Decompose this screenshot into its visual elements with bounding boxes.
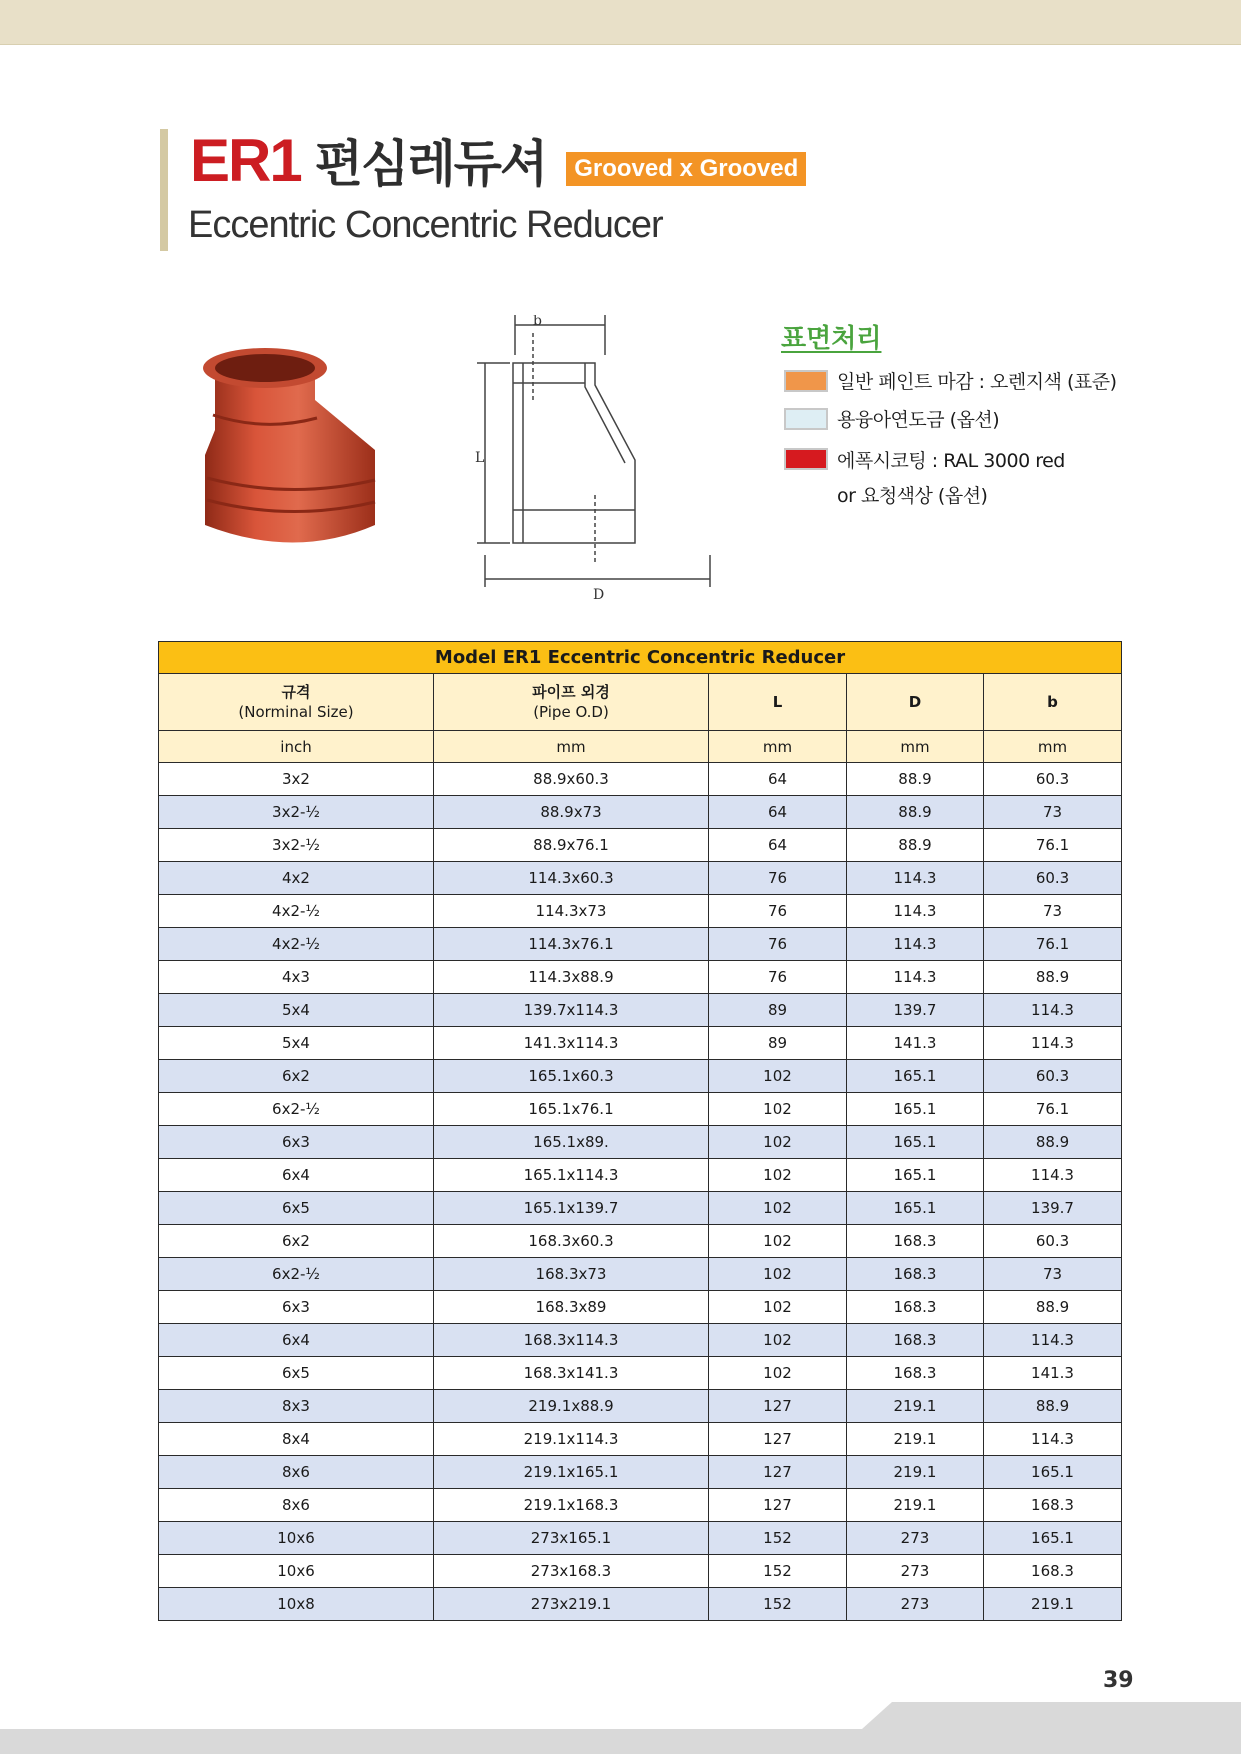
table-row: [159, 1291, 1122, 1324]
table-cell: 139.7: [984, 1192, 1122, 1225]
table-cell: 165.1x114.3: [434, 1159, 709, 1192]
table-cell: 8x6: [159, 1489, 434, 1522]
english-product-name: Eccentric Concentric Reducer: [188, 204, 663, 246]
table-cell: 6x5: [159, 1192, 434, 1225]
table-cell: 73: [984, 1258, 1122, 1291]
unit-cell: mm: [847, 731, 984, 763]
table-cell: 88.9: [984, 1390, 1122, 1423]
table-cell: 60.3: [984, 1225, 1122, 1258]
table-row: [159, 1159, 1122, 1192]
table-cell: 6x2: [159, 1060, 434, 1093]
unit-cell: mm: [434, 731, 709, 763]
table-cell: 88.9x60.3: [434, 763, 709, 796]
table-cell: 102: [709, 1225, 847, 1258]
orange-paint-swatch: [784, 370, 828, 392]
table-cell: 165.1: [847, 1126, 984, 1159]
table-cell: 219.1: [847, 1456, 984, 1489]
table-cell: 3x2-½: [159, 796, 434, 829]
table-cell: 60.3: [984, 763, 1122, 796]
table-cell: 60.3: [984, 862, 1122, 895]
table-cell: 10x8: [159, 1588, 434, 1621]
table-cell: 168.3: [984, 1555, 1122, 1588]
table-cell: 88.9x73: [434, 796, 709, 829]
table-cell: 165.1x60.3: [434, 1060, 709, 1093]
table-cell: 152: [709, 1522, 847, 1555]
table-cell: 273x165.1: [434, 1522, 709, 1555]
table-cell: 114.3: [984, 1324, 1122, 1357]
table-cell: 6x3: [159, 1291, 434, 1324]
table-cell: 114.3x76.1: [434, 928, 709, 961]
table-row: [159, 1357, 1122, 1390]
table-caption: Model ER1 Eccentric Concentric Reducer: [159, 642, 1122, 674]
table-cell: 6x5: [159, 1357, 434, 1390]
table-cell: 165.1x89.: [434, 1126, 709, 1159]
table-cell: 168.3: [847, 1291, 984, 1324]
table-cell: 273x219.1: [434, 1588, 709, 1621]
table-cell: 5x4: [159, 1027, 434, 1060]
table-cell: 88.9: [984, 1126, 1122, 1159]
table-cell: 6x2-½: [159, 1093, 434, 1126]
spec-table: [158, 641, 1122, 1621]
table-cell: 168.3: [847, 1357, 984, 1390]
unit-cell: mm: [709, 731, 847, 763]
table-cell: 141.3: [847, 1027, 984, 1060]
table-row: [159, 1225, 1122, 1258]
surface-item-continued: or 요청색상 (옵션): [837, 485, 988, 507]
table-cell: 88.9: [847, 829, 984, 862]
table-cell: 127: [709, 1489, 847, 1522]
table-cell: 114.3: [847, 862, 984, 895]
table-cell: 165.1x76.1: [434, 1093, 709, 1126]
footer-bar: [0, 1729, 1241, 1754]
table-cell: 152: [709, 1555, 847, 1588]
header-l: L: [709, 674, 847, 731]
table-row: [159, 1588, 1122, 1621]
table-cell: 168.3: [847, 1225, 984, 1258]
table-cell: 6x4: [159, 1159, 434, 1192]
table-cell: 219.1: [847, 1489, 984, 1522]
unit-cell: mm: [984, 731, 1122, 763]
table-cell: 76: [709, 928, 847, 961]
table-cell: 102: [709, 1291, 847, 1324]
model-code: ER1: [190, 126, 301, 194]
dimension-drawing: [475, 315, 725, 605]
table-cell: 165.1: [847, 1192, 984, 1225]
table-cell: 165.1: [847, 1060, 984, 1093]
header-nominal-size: 규격 (Norminal Size): [159, 674, 434, 731]
table-cell: 114.3: [984, 1423, 1122, 1456]
connection-type-badge: Grooved x Grooved: [566, 152, 806, 186]
table-cell: 168.3x73: [434, 1258, 709, 1291]
unit-cell: inch: [159, 731, 434, 763]
table-cell: 76: [709, 961, 847, 994]
table-row: [159, 1126, 1122, 1159]
table-cell: 114.3x73: [434, 895, 709, 928]
table-row: [159, 796, 1122, 829]
table-row: [159, 961, 1122, 994]
table-cell: 219.1: [847, 1390, 984, 1423]
table-cell: 3x2-½: [159, 829, 434, 862]
title-accent-bar: [160, 129, 168, 251]
table-cell: 141.3: [984, 1357, 1122, 1390]
table-cell: 273x168.3: [434, 1555, 709, 1588]
table-cell: 168.3x89: [434, 1291, 709, 1324]
table-row: [159, 1258, 1122, 1291]
table-row: [159, 928, 1122, 961]
table-cell: 127: [709, 1423, 847, 1456]
table-cell: 88.9: [984, 961, 1122, 994]
table-cell: 102: [709, 1258, 847, 1291]
table-cell: 219.1x88.9: [434, 1390, 709, 1423]
surface-item: 일반 페인트 마감 : 오렌지색 (표준): [837, 371, 1117, 393]
table-row: [159, 1456, 1122, 1489]
table-cell: 64: [709, 796, 847, 829]
table-cell: 88.9: [847, 763, 984, 796]
table-cell: 88.9: [984, 1291, 1122, 1324]
table-row: [159, 1027, 1122, 1060]
table-cell: 76: [709, 862, 847, 895]
table-cell: 76.1: [984, 829, 1122, 862]
table-cell: 76: [709, 895, 847, 928]
table-cell: 273: [847, 1522, 984, 1555]
table-cell: 102: [709, 1060, 847, 1093]
table-cell: 219.1: [847, 1423, 984, 1456]
table-cell: 76.1: [984, 928, 1122, 961]
korean-product-name: 편심레듀셔: [314, 135, 547, 193]
table-cell: 6x2: [159, 1225, 434, 1258]
table-cell: 165.1: [984, 1456, 1122, 1489]
table-cell: 6x4: [159, 1324, 434, 1357]
table-cell: 114.3x60.3: [434, 862, 709, 895]
table-cell: 8x6: [159, 1456, 434, 1489]
table-row: [159, 1324, 1122, 1357]
table-cell: 10x6: [159, 1555, 434, 1588]
top-band: [0, 0, 1241, 45]
table-cell: 168.3x114.3: [434, 1324, 709, 1357]
table-cell: 114.3: [984, 994, 1122, 1027]
table-cell: 102: [709, 1159, 847, 1192]
table-cell: 114.3: [847, 961, 984, 994]
table-cell: 168.3: [847, 1324, 984, 1357]
table-cell: 102: [709, 1093, 847, 1126]
table-cell: 165.1: [847, 1159, 984, 1192]
table-cell: 139.7x114.3: [434, 994, 709, 1027]
table-cell: 102: [709, 1324, 847, 1357]
table-cell: 73: [984, 796, 1122, 829]
table-cell: 168.3: [847, 1258, 984, 1291]
table-row: [159, 862, 1122, 895]
table-cell: 6x3: [159, 1126, 434, 1159]
table-cell: 6x2-½: [159, 1258, 434, 1291]
header-pipe-od: 파이프 외경 (Pipe O.D): [434, 674, 709, 731]
page-number: 39: [1103, 1668, 1134, 1693]
table-cell: 219.1x168.3: [434, 1489, 709, 1522]
surface-item: 용융아연도금 (옵션): [837, 409, 1000, 431]
table-cell: 3x2: [159, 763, 434, 796]
table-cell: 88.9x76.1: [434, 829, 709, 862]
surface-item: 에폭시코팅 : RAL 3000 red: [837, 450, 1065, 472]
table-cell: 219.1x165.1: [434, 1456, 709, 1489]
table-cell: 273: [847, 1588, 984, 1621]
table-row: [159, 1489, 1122, 1522]
table-cell: 76.1: [984, 1093, 1122, 1126]
table-row: [159, 895, 1122, 928]
table-cell: 165.1: [984, 1522, 1122, 1555]
header-b: b: [984, 674, 1122, 731]
table-cell: 8x3: [159, 1390, 434, 1423]
table-cell: 4x2-½: [159, 895, 434, 928]
page-title: [190, 124, 806, 196]
table-cell: 4x2: [159, 862, 434, 895]
table-row: [159, 763, 1122, 796]
table-row: [159, 1390, 1122, 1423]
table-cell: 114.3: [984, 1159, 1122, 1192]
dimension-label-d: D: [593, 587, 605, 603]
table-cell: 114.3: [984, 1027, 1122, 1060]
table-row: [159, 1555, 1122, 1588]
table-row: [159, 994, 1122, 1027]
table-cell: 102: [709, 1357, 847, 1390]
table-cell: 4x2-½: [159, 928, 434, 961]
table-cell: 219.1: [984, 1588, 1122, 1621]
table-cell: 5x4: [159, 994, 434, 1027]
table-cell: 152: [709, 1588, 847, 1621]
table-cell: 165.1: [847, 1093, 984, 1126]
table-cell: 60.3: [984, 1060, 1122, 1093]
table-cell: 168.3x60.3: [434, 1225, 709, 1258]
table-cell: 64: [709, 763, 847, 796]
table-cell: 165.1x139.7: [434, 1192, 709, 1225]
table-cell: 10x6: [159, 1522, 434, 1555]
table-row: [159, 829, 1122, 862]
table-cell: 168.3x141.3: [434, 1357, 709, 1390]
table-cell: 114.3: [847, 928, 984, 961]
table-cell: 219.1x114.3: [434, 1423, 709, 1456]
table-cell: 4x3: [159, 961, 434, 994]
table-cell: 141.3x114.3: [434, 1027, 709, 1060]
table-cell: 102: [709, 1126, 847, 1159]
table-cell: 139.7: [847, 994, 984, 1027]
table-row: [159, 1060, 1122, 1093]
dimension-label-l: L: [475, 450, 485, 466]
epoxy-red-swatch: [784, 448, 828, 470]
table-row: [159, 1423, 1122, 1456]
table-cell: 127: [709, 1390, 847, 1423]
table-cell: 127: [709, 1456, 847, 1489]
table-cell: 89: [709, 1027, 847, 1060]
surface-treatment-title: 표면처리: [781, 324, 882, 354]
product-photo: [195, 340, 425, 570]
table-cell: 73: [984, 895, 1122, 928]
table-row: [159, 1522, 1122, 1555]
table-cell: 8x4: [159, 1423, 434, 1456]
table-cell: 102: [709, 1192, 847, 1225]
table-cell: 88.9: [847, 796, 984, 829]
table-cell: 89: [709, 994, 847, 1027]
table-cell: 168.3: [984, 1489, 1122, 1522]
table-row: [159, 1192, 1122, 1225]
table-cell: 273: [847, 1555, 984, 1588]
table-row: [159, 1093, 1122, 1126]
table-cell: 114.3x88.9: [434, 961, 709, 994]
table-cell: 114.3: [847, 895, 984, 928]
dimension-label-b: b: [533, 315, 542, 329]
galvanized-swatch: [784, 408, 828, 430]
header-d: D: [847, 674, 984, 731]
table-cell: 64: [709, 829, 847, 862]
